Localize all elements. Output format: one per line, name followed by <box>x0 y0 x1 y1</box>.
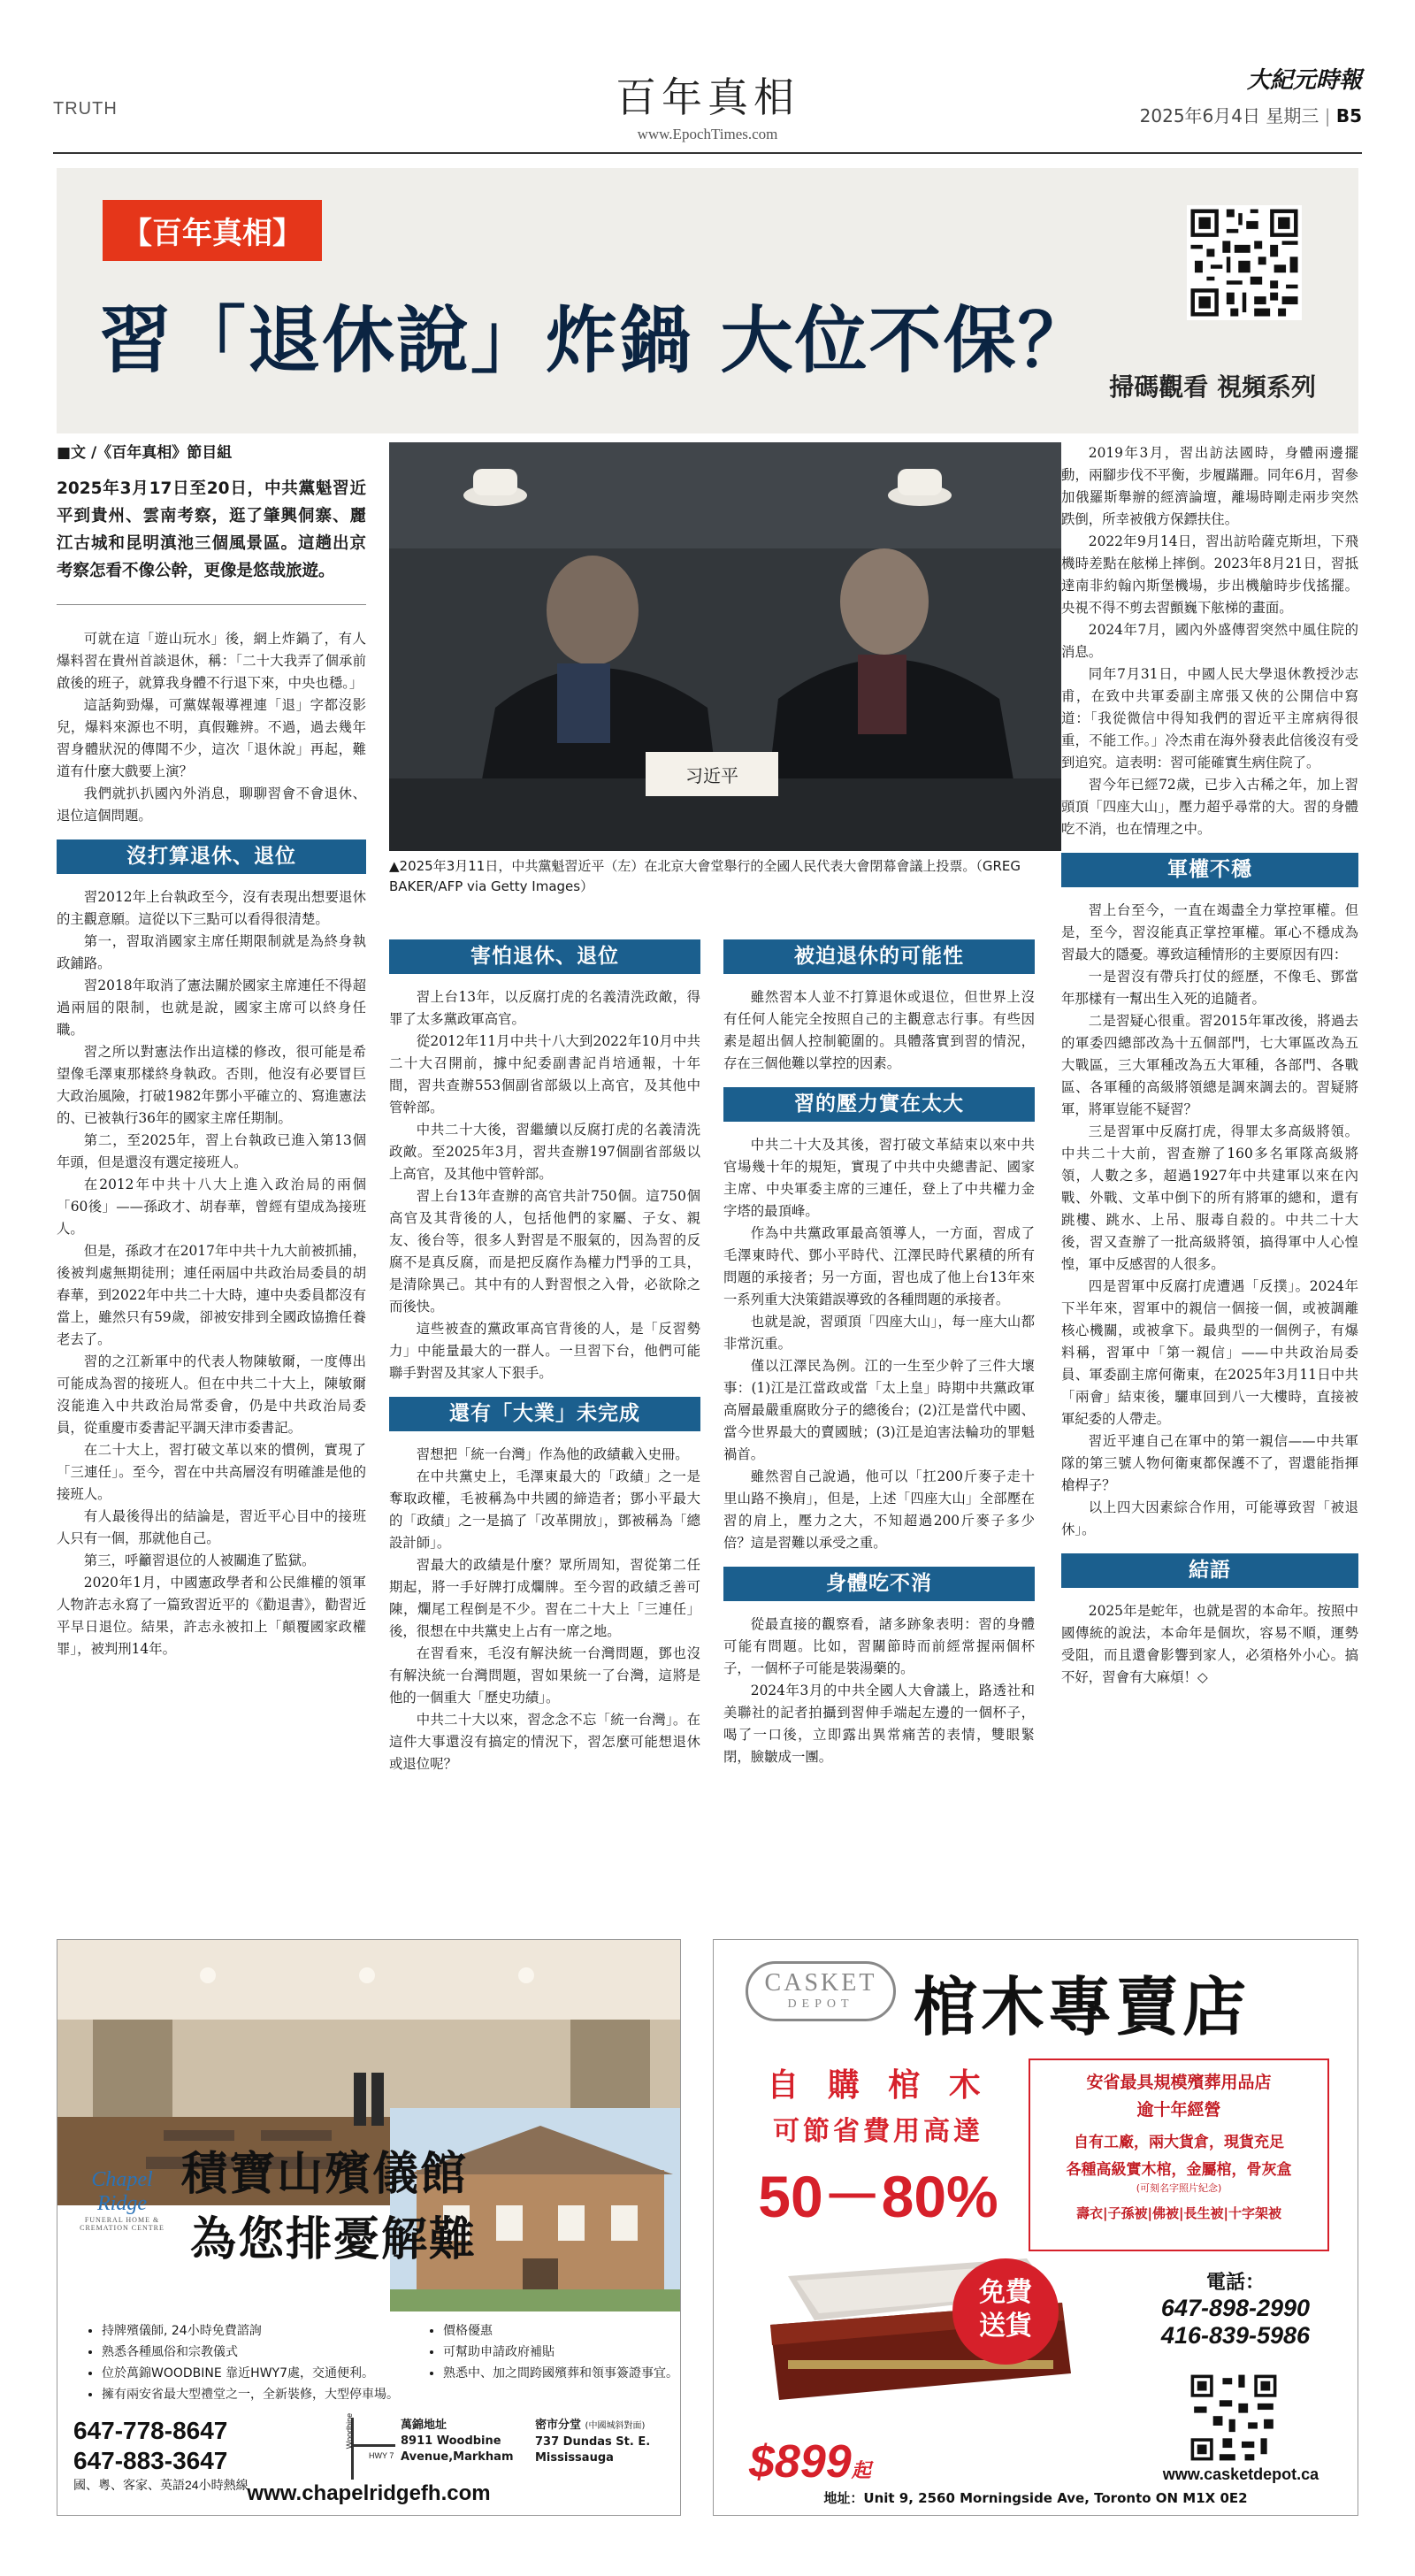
section-label: TRUTH <box>53 99 118 119</box>
phone-1[interactable]: 647-898-2990 <box>1160 2295 1311 2321</box>
issue-date: 2025年6月4日 星期三 | B5 <box>1139 105 1362 126</box>
paragraph: 習上台13年，以反腐打虎的名義清洗政敵，得罪了太多黨政軍高官。 <box>389 989 700 1027</box>
paragraph: 在二十大上，習打破文革以來的慣例，實現了「三連任」。至今，習在中共高層沒有明確誰是他的接班人。 <box>57 1442 366 1502</box>
logo-top: CASKET <box>764 1969 877 1997</box>
funeral-bullets-left <box>84 2320 420 2405</box>
paragraph: 習近平連自己在軍中的第一親信——中共軍隊的第三號人物何衛東都保護不了，習還能指揮槍桿子？ <box>1061 1433 1358 1493</box>
address-note: (中國城斜對面) <box>585 2421 646 2431</box>
funeral-title-1: 積寶山殯儀館 <box>181 2148 469 2201</box>
phone-note: 國、粵、客家、英語24小時熱線 <box>73 2478 249 2492</box>
paragraph: 雖然習自己說過，他可以「扛200斤麥子走十里山路不換肩」，但是，上述「四座大山」全部壓在習的肩上，壓力之大，不知超過200斤麥子多少倍？這是習難以承受之重。 <box>723 1468 1035 1551</box>
paragraph: 中共二十大後，習繼續以反腐打虎的名義清洗政敵。至2025年3月，習共查辦197個副省部級以上高官，及其他中管幹部。 <box>389 1122 700 1182</box>
box-title: 安省最具規模殯葬用品店 <box>1086 2073 1272 2092</box>
scan-prompt: 掃碼觀看 視頻系列 <box>1109 372 1316 402</box>
info-box <box>1029 2058 1329 2251</box>
byline: ■文 /《百年真相》節目組 <box>57 444 233 462</box>
map-road-label: Woodbine <box>345 2412 355 2450</box>
paragraph: 2022年9月14日，習出訪哈薩克斯坦，下飛機時差點在舷梯上摔倒。2023年8月21日，習抵達南非約翰內斯堡機場，步出機艙時步伐搖擺。央視不得不剪去習顫巍下舷梯的畫面。 <box>1061 533 1358 616</box>
bullet: • 位於萬錦WOODBINE 靠近HWY7處，交通便利。 <box>102 2363 420 2384</box>
bullet: • 可幫助申請政府補貼 <box>443 2342 681 2363</box>
article-column-4 <box>1061 442 1358 1689</box>
section-heading: 還有「大業」未完成 <box>389 1397 700 1431</box>
casket-qr-code-icon[interactable] <box>1188 2372 1280 2464</box>
paragraph: 從2012年11月中共十八大到2022年10月中共二十大召開前，據中紀委副書記肖培通報，十年間，習共查辦553個副省部級以上高官，及其他中管幹部。 <box>389 1033 700 1116</box>
masthead-right <box>1140 62 1362 127</box>
address-text: 737 Dundas St. E. Mississauga <box>535 2435 651 2465</box>
paragraph: 2024年7月，國內外盛傳習突然中風住院的消息。 <box>1061 622 1358 660</box>
name-card-text: 习近平 <box>685 765 738 786</box>
article-column-3 <box>723 927 1035 1768</box>
masthead-rule <box>53 152 1362 154</box>
discount-text: 50－80% <box>758 2164 998 2229</box>
paragraph: 2024年3月的中共全國人大會議上，路透社和美聯社的記者拍攝到習伸手端起左邊的一個杯子，喝了一口後，立即露出異常痛苦的表情，雙眼緊閉，臉皺成一團。 <box>723 1683 1035 1765</box>
paragraph: 在中共黨史上，毛澤東最大的「政績」之一是奪取政權，毛被稱為中共國的締造者；鄧小平最大的「政績」之一是搞了「改革開放」，鄧被稱為「總設計師」。 <box>389 1468 700 1551</box>
paragraph: 在2012年中共十八大上進入政治局的兩個「60後」——孫政才、胡春華，曾經有望成為接班人。 <box>57 1177 366 1237</box>
paragraph: 2025年是蛇年，也就是習的本命年。按照中國傳統的說法，本命年是個坎，容易不順，運勢受阻，而且還會影響到家人，必須格外小心。搞不好，習會有大麻煩！◇ <box>1061 1603 1358 1685</box>
paragraph: 習2018年取消了憲法關於國家主席連任不得超過兩屆的限制，也就是說，國家主席可以終身任職。 <box>57 978 366 1038</box>
qr-code-icon[interactable] <box>1187 205 1302 320</box>
phone-label: 電話： <box>1205 2272 1265 2294</box>
paragraph: 這些被查的黨政軍高官背後的人，是「反習勢力」中能量最大的一群人。一旦習下台，他們可能聯手對習及其家人下狠手。 <box>389 1321 700 1381</box>
free-delivery-badge <box>952 2258 1059 2365</box>
mini-map <box>333 2412 395 2480</box>
paragraph: 也就是說，習頭頂「四座大山」，每一座大山都非常沉重。 <box>723 1314 1035 1352</box>
address-markham <box>401 2418 524 2465</box>
paragraph: 習想把「統一台灣」作為他的政績載入史冊。 <box>416 1446 689 1462</box>
slogan-1: 自 購 棺 木 <box>767 2067 990 2104</box>
phone-2[interactable]: 647-883-3647 <box>73 2447 228 2474</box>
address-text: 8911 Woodbine Avenue,Markham <box>401 2434 514 2464</box>
paragraph: 習之所以對憲法作出這樣的修改，很可能是希望像毛澤東那樣終身執政。否則，他沒有必要冒巨大政治風險，打破1982年鄧小平確立的、寫進憲法的、已被執行36年的國家主席任期制。 <box>57 1044 366 1126</box>
box-note: (可刻名字照片紀念) <box>1136 2182 1222 2194</box>
casket-depot-ad[interactable] <box>713 1939 1358 2516</box>
column-tag: 【百年真相】 <box>103 200 322 261</box>
paragraph: 我們就扒扒國內外消息，聊聊習會不會退休、退位這個問題。 <box>57 786 366 824</box>
paragraph: 同年7月31日，中國人民大學退休教授沙志甫，在致中共軍委副主席張又俠的公開信中寫道：「我從微信中得知我們的習近平主席病得很重，不能工作。」冷杰甫在海外發表此信後沒有受到追究。這表明：習可能確實生病住院了。 <box>1061 666 1358 770</box>
funeral-home-ad[interactable] <box>57 1939 681 2516</box>
paragraph: 有人最後得出的結論是，習近平心目中的接班人只有一個，那就他自己。 <box>57 1508 366 1546</box>
article-column-2 <box>389 927 700 1775</box>
box-line-1: 自有工廠，兩大貨倉，現貨充足 <box>1074 2134 1284 2151</box>
paragraph: 從最直接的觀察看，諸多跡象表明：習的身體可能有問題。比如，習關節時而前經常握兩個杯子，一個杯子可能是裝湯藥的。 <box>723 1616 1035 1676</box>
logo-subtitle: FUNERAL HOME & CREMATION CENTRE <box>80 2216 164 2232</box>
photo-caption: ▲2025年3月11日，中共黨魁習近平（左）在北京大會堂舉行的全國人民代表大會閉幕會議上投票。（GREG BAKER/AFP via Getty Images） <box>389 858 1021 894</box>
paragraph: 二是習疑心很重。習2015年軍改後，將過去的軍委四總部改為十五個部門，七大軍區改為五大戰區，三大軍種改為五大軍種，各部門、各戰區、各軍種的高級將領總是調來調去的。習疑將軍，將軍豈能不疑習？ <box>1061 1013 1358 1117</box>
date-text: 2025年6月4日 星期三 <box>1139 105 1319 126</box>
map-hwy-label: HWY 7 <box>369 2451 394 2460</box>
section-heading: 軍權不穩 <box>1061 853 1358 887</box>
lede: 2025年3月17日至20日，中共黨魁習近平到貴州、雲南考察，逛了肇興侗寨、麗江古城和昆明滇池三個風景區。這趟出京考察怎看不像公幹，更像是悠哉旅遊。 <box>57 479 366 580</box>
article-column-1 <box>57 442 366 1660</box>
phone-1[interactable]: 647-778-8647 <box>73 2417 228 2444</box>
free-line-2: 送貨 <box>979 2311 1032 2342</box>
site-url[interactable]: www.EpochTimes.com <box>637 126 778 142</box>
paragraph: 這話夠勁爆，可黨媒報導裡連「退」字都沒影兒，爆料來源也不明，真假難辨。不過，過去幾年習身體狀況的傳聞不少，這次「退休說」再起，難道有什麼大戲要上演？ <box>57 697 366 779</box>
price-tag <box>749 2435 871 2488</box>
bullet: • 熟悉各種風俗和宗教儀式 <box>102 2342 420 2363</box>
paragraph: 習上台13年查辦的高官共計750個。這750個高官及其背後的人，包括他們的家屬、子女、親友、後台等，很多人對習是不服氣的，因為習的反腐不是真反腐，而是把反腐作為權力鬥爭的工具，是清除異己。其中有的人對習恨之入骨，必欲除之而後快。 <box>389 1188 700 1315</box>
logo-bottom: DEPOT <box>787 1997 854 2011</box>
masthead <box>53 58 1362 147</box>
funeral-title-2: 為您排憂解難 <box>190 2213 478 2266</box>
section-heading: 習的壓力實在太大 <box>723 1087 1035 1122</box>
box-items: 壽衣|子孫被|佛被|長生被|十字架被 <box>1076 2205 1281 2221</box>
funeral-bullets-right <box>425 2320 681 2384</box>
casket-title: 棺木專賣店 <box>914 1970 1251 2044</box>
box-subtitle: 逾十年經營 <box>1136 2100 1221 2120</box>
paragraph: 四是習軍中反腐打虎遭遇「反撲」。2024年下半年來，習軍中的親信一個接一個，或被調離核心機關，或被拿下。最典型的一個例子，有爆料稱，習軍中「第一親信」——中共政治局委員、軍委副主席何衛東，在2025年3月11日中共「兩會」結束後，驪車回到八一大樓時，直接被軍紀委的人帶走。 <box>1061 1278 1358 1427</box>
map-road-horizontal <box>351 2444 395 2447</box>
paragraph: 三是習軍中反腐打虎，得罪太多高級將領。中共二十大前，習查辦了160多名軍隊高級將領，人數之多，超過1927年中共建軍以來在內戰、外戰、文革中倒下的所有將軍的總和，還有跳樓、跳水、上吊、服毒自殺的。中共二十大後，習又查辦了一批高級將領，搞得軍中人心惶惶，軍中反感習的人很多。 <box>1061 1123 1358 1272</box>
free-line-1: 免費 <box>979 2277 1032 2308</box>
paragraph: 以上四大因素綜合作用，可能導致習「被退休」。 <box>1061 1499 1358 1537</box>
address-mississauga <box>535 2418 677 2466</box>
phone-2[interactable]: 416-839-5986 <box>1160 2322 1311 2349</box>
paragraph: 在習看來，毛沒有解決統一台灣問題，鄧也沒有解決統一台灣問題，習如果統一了台灣，這將是他的一個重大「歷史功績」。 <box>389 1645 700 1706</box>
paragraph: 作為中共黨政軍最高領導人，一方面，習成了毛澤東時代、鄧小平時代、江澤民時代累積的所有問題的承接者；另一方面，習也成了他上台13年來一系列重大決策錯誤導致的各種問題的承接者。 <box>723 1225 1035 1307</box>
casket-phones <box>1129 2267 1342 2350</box>
section-title: 百年真相 <box>616 73 799 121</box>
paragraph: 第三，呼籲習退位的人被關進了監獄。 <box>83 1552 316 1568</box>
paragraph: 可就在這「遊山玩水」後，網上炸鍋了，有人爆料習在貴州首談退休，稱：「二十大我弄了個承前啟後的班子，就算我身體不行退下來，中央也穩。」 <box>57 631 366 691</box>
bullet: • 持牌殯儀師, 24小時免費諮詢 <box>102 2320 420 2342</box>
section-heading: 被迫退休的可能性 <box>723 939 1035 974</box>
photo-illustration <box>389 442 1061 851</box>
paragraph: 第一，習取消國家主席任期限制就是為終身執政鋪路。 <box>57 933 366 971</box>
section-heading: 害怕退休、退位 <box>389 939 700 974</box>
section-heading: 沒打算退休、退位 <box>57 840 366 874</box>
paragraph: 第二，至2025年，習上台執政已進入第13個年頭，但是還沒有選定接班人。 <box>57 1132 366 1170</box>
paragraph: 習上台至今，一直在竭盡全力掌控軍權。但是，至今，習沒能真正掌控軍權。軍心不穩成為習最大的隱憂。導致這種情形的主要原因有四： <box>1061 902 1358 962</box>
bullet: • 熟悉中、加之間跨國殯葬和領事簽證事宜。 <box>443 2363 681 2384</box>
price-suffix: 起 <box>851 2459 871 2481</box>
headline: 習「退休說」炸鍋 大位不保？ <box>99 299 1092 383</box>
bullet: • 擁有兩安省最大型禮堂之一，全新裝修，大型停車場。 <box>102 2384 420 2405</box>
title-panel <box>57 168 1358 433</box>
price: $899 <box>749 2436 852 2488</box>
section-heading: 身體吃不消 <box>723 1567 1035 1601</box>
casket-address: 地址：Unit 9, 2560 Morningside Ave, Toronto ON M1X 0E2 <box>823 2490 1248 2506</box>
box-line-2: 各種高級實木棺，金屬棺，骨灰盒 <box>1066 2161 1292 2179</box>
paragraph: 但是，孫政才在2017年中共十九大前被抓捕，後被判處無期徒刑；連任兩屆中共政治局委員的胡春華，到2022年中共二十大時，連中央委員都沒有當上，雖然只有59歲，卻被安排到全國政協擔任養老去了。 <box>57 1243 366 1347</box>
divider <box>57 604 366 605</box>
funeral-website[interactable]: www.chapelridgefh.com <box>247 2481 491 2505</box>
slogan-block <box>746 2060 1011 2234</box>
slogan-2: 可節省費用高達 <box>773 2116 983 2147</box>
paragraph: 僅以江澤民為例。江的一生至少幹了三件大壞事：(1)江是江當政或當「太上皇」時期中共黨政軍高層最嚴重腐敗分子的總後台；(2)江是當代中國、當今世界最大的賣國賊；(3)江是迫害法輪功的罪魁禍首。 <box>723 1358 1035 1462</box>
section-heading: 結語 <box>1061 1553 1358 1588</box>
paragraph: 2020年1月，中國憲政學者和公民維權的領軍人物許志永寫了一篇致習近平的《勸退書》，勸習近平早日退位。結果，許志永被扣上「顛覆國家政權罪」，被判刑14年。 <box>57 1575 366 1657</box>
paragraph: 習2012年上台執政至今，沒有表現出想要退休的主觀意願。這從以下三點可以看得很清楚。 <box>57 889 366 927</box>
logo-name: Chapel Ridge <box>91 2168 153 2215</box>
casket-website[interactable]: www.casketdepot.ca <box>1162 2465 1319 2483</box>
news-photo <box>389 442 1061 851</box>
bullet: • 價格優惠 <box>443 2320 681 2342</box>
paragraph: 習今年已經72歲，已步入古稀之年，加上習頭頂「四座大山」，壓力超乎尋常的大。習的身體吃不消，也在情理之中。 <box>1061 777 1358 837</box>
page-number: B5 <box>1335 105 1362 126</box>
paragraph: 一是習沒有帶兵打仗的經歷，不像毛、鄧當年那樣有一幫出生入死的追隨者。 <box>1061 969 1358 1007</box>
address-title: 萬錦地址 <box>401 2419 447 2432</box>
casket-logo <box>746 1961 896 2021</box>
paragraph: 中共二十大以來，習念念不忘「統一台灣」。在這件大事還沒有搞定的情況下，習怎麼可能想退休或退位呢？ <box>389 1712 700 1772</box>
address-title: 密市分堂 <box>535 2419 582 2432</box>
paragraph: 習最大的政績是什麼？眾所周知，習從第二任期起，將一手好牌打成爛牌。至今習的政績乏善可陳，爛尾工程倒是不少。習在二十大上「三連任」後，很想在中共黨史上占有一席之地。 <box>389 1557 700 1639</box>
newspaper-brand: 大紀元時報 <box>1246 67 1362 94</box>
paragraph: 習的之江新軍中的代表人物陳敏爾，一度傳出可能成為習的接班人。但在中共二十大上，陳敏爾沒能進入中共政治局常委會，仍是中共政治局委員，從重慶市委書記平調天津市委書記。 <box>57 1353 366 1436</box>
chapel-ridge-logo <box>70 2168 174 2232</box>
paragraph: 2019年3月，習出訪法國時，身體兩邊擺動，兩腳步伐不平衡，步履蹣跚。同年6月，習參加俄羅斯舉辦的經濟論壇，離場時剛走兩步突然跌倒，所幸被俄方保鏢扶住。 <box>1061 445 1358 527</box>
paragraph: 中共二十大及其後，習打破文革結束以來中共官場幾十年的規矩，實現了中共中央總書記、國家主席、中央軍委主席的三連任，登上了中共權力金字塔的最頂峰。 <box>723 1137 1035 1219</box>
paragraph: 雖然習本人並不打算退休或退位，但世界上沒有任何人能完全按照自己的主觀意志行事。有些因素是超出個人控制範圍的。具體落實到習的情況，存在三個他難以掌控的因素。 <box>723 989 1035 1071</box>
